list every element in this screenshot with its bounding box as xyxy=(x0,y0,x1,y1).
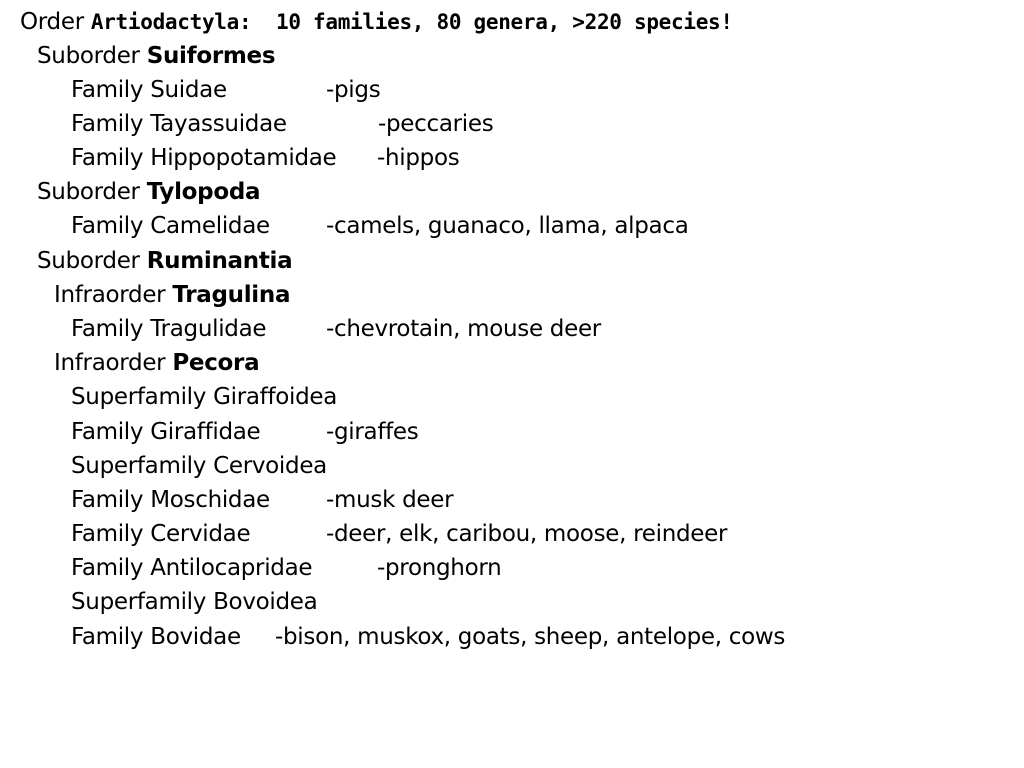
taxon-label: Superfamily Cervoidea xyxy=(71,453,327,479)
taxon-name: Tragulina xyxy=(172,282,291,308)
taxon-line-infraorder-pecora xyxy=(54,349,259,377)
taxon-line-family-cervidae xyxy=(71,520,728,548)
title-prefix: Order xyxy=(20,9,91,35)
taxon-description: -hippos xyxy=(377,145,460,171)
taxon-label: Family Antilocapridae xyxy=(71,555,313,581)
title-line xyxy=(20,8,733,36)
taxon-label: Suborder xyxy=(37,248,147,274)
title-summary-gap xyxy=(251,10,276,34)
taxon-label: Family Hippopotamidae xyxy=(71,145,337,171)
title-taxon: Artiodactyla: xyxy=(90,10,252,34)
taxon-line-superfamily-bovoidea xyxy=(71,588,317,616)
title-summary: 10 families, 80 genera, >220 species! xyxy=(276,10,733,34)
taxon-name: Tylopoda xyxy=(146,179,261,205)
taxon-description: -pronghorn xyxy=(377,555,502,581)
taxon-description: -giraffes xyxy=(326,419,419,445)
taxon-description: -deer, elk, caribou, moose, reindeer xyxy=(326,521,728,547)
taxon-name: Suiformes xyxy=(146,43,276,69)
taxon-line-family-moschidae xyxy=(71,486,454,514)
taxon-line-suborder-tylopoda xyxy=(37,178,260,206)
taxon-line-family-bovidae xyxy=(71,623,786,651)
taxon-line-family-tragulidae xyxy=(71,315,601,343)
taxon-label: Suborder xyxy=(37,179,147,205)
taxon-label: Family Moschidae xyxy=(71,487,270,513)
taxon-line-superfamily-cervoidea xyxy=(71,452,327,480)
taxon-line-family-suidae xyxy=(71,76,381,104)
taxon-description: -chevrotain, mouse deer xyxy=(326,316,601,342)
taxon-line-infraorder-tragulina xyxy=(54,281,290,309)
taxon-description: -camels, guanaco, llama, alpaca xyxy=(326,213,689,239)
taxon-label: Family Giraffidae xyxy=(71,419,261,445)
taxon-description: -bison, muskox, goats, sheep, antelope, cows xyxy=(275,624,786,650)
taxon-line-family-giraffidae xyxy=(71,418,419,446)
taxon-line-family-antilocapridae xyxy=(71,554,502,582)
taxon-line-family-camelidae xyxy=(71,212,689,240)
taxon-label: Family Bovidae xyxy=(71,624,241,650)
taxon-label: Suborder xyxy=(37,43,147,69)
taxon-name: Ruminantia xyxy=(146,248,293,274)
taxon-line-family-hippopotamidae xyxy=(71,144,460,172)
taxon-line-suborder-ruminantia xyxy=(37,247,292,275)
taxon-label: Family Cervidae xyxy=(71,521,251,547)
taxon-label: Family Camelidae xyxy=(71,213,270,239)
taxon-description: -musk deer xyxy=(326,487,454,513)
taxon-line-superfamily-giraffoidea xyxy=(71,383,337,411)
taxon-name: Pecora xyxy=(172,350,260,376)
taxon-line-suborder-suiformes xyxy=(37,42,275,70)
taxon-label: Family Tragulidae xyxy=(71,316,267,342)
taxon-description: -peccaries xyxy=(378,111,494,137)
taxon-label: Family Tayassuidae xyxy=(71,111,287,137)
taxon-description: -pigs xyxy=(326,77,381,103)
taxon-label: Infraorder xyxy=(54,282,173,308)
taxon-line-family-tayassuidae xyxy=(71,110,494,138)
taxon-label: Infraorder xyxy=(54,350,173,376)
taxon-label: Family Suidae xyxy=(71,77,227,103)
taxon-label: Superfamily Bovoidea xyxy=(71,589,318,615)
taxon-label: Superfamily Giraffoidea xyxy=(71,384,338,410)
